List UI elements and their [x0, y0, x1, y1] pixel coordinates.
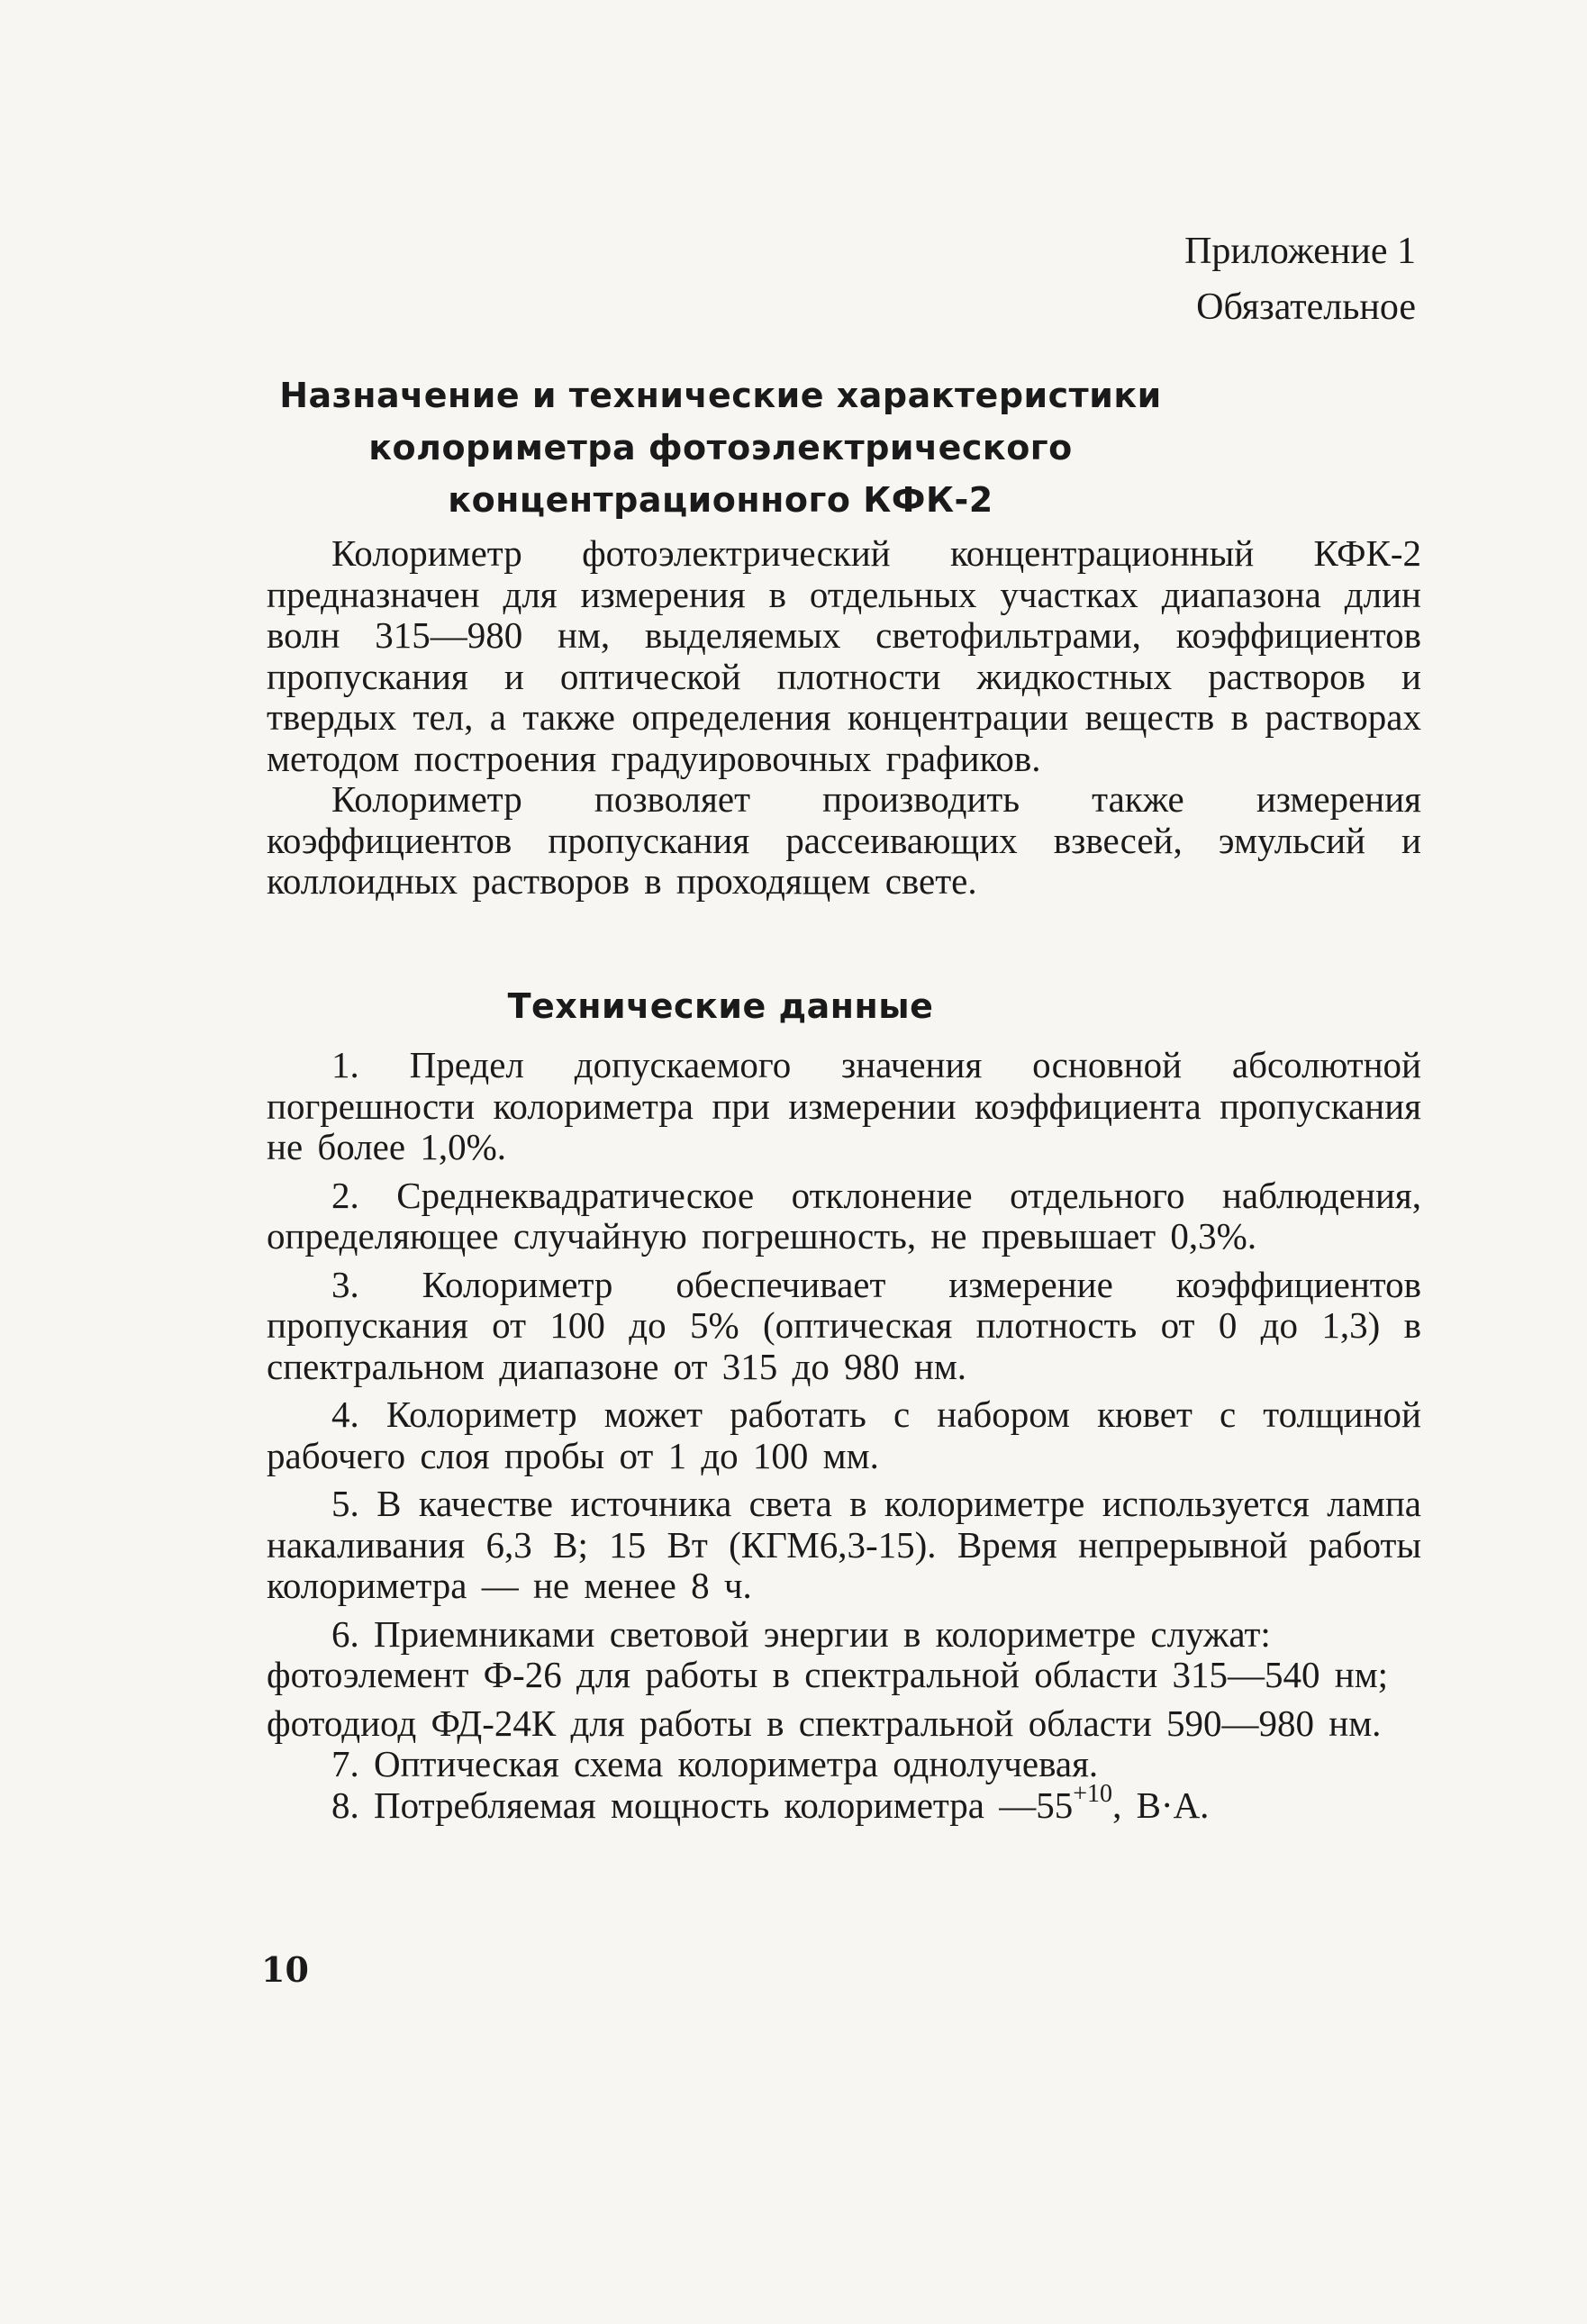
section-heading: Технические данные	[507, 986, 934, 1026]
spec-item: 1. Предел допускаемого значения основной абсолютной погрешности колориметра при измерении коэффициента пропускания не более 1,0%.	[267, 1044, 1421, 1167]
appendix-status: Обязательное	[1196, 286, 1416, 328]
title-line-1: Назначение и технические характеристики	[279, 376, 1162, 415]
spec-item-power	[267, 1779, 1421, 1831]
intro-paragraph: Колориметр позволяет производить также измерения коэффициентов пропускания рассеивающих взвесей, эмульсий и коллоидных растворов в проходящем свете.	[267, 778, 1421, 902]
page-title	[72, 369, 1369, 526]
spec-list	[267, 1045, 1421, 1830]
intro-section	[267, 533, 1421, 903]
power-text: 8. Потребляемая мощность колориметра —55	[331, 1784, 1074, 1826]
power-unit: , В·А.	[1112, 1784, 1210, 1826]
spec-item: 7. Оптическая схема колориметра однолучевая.	[331, 1743, 1099, 1784]
spec-item: фотодиод ФД-24К для работы в спектральной области 590—980 нм.	[267, 1702, 1382, 1744]
appendix-label: Приложение 1	[1184, 231, 1416, 272]
spec-item: фотоэлемент Ф-26 для работы в спектральной области 315—540 нм;	[267, 1654, 1389, 1695]
spec-item: 3. Колориметр обеспечивает измерение коэффициентов пропускания от 100 до 5% (оптическая плотность от 0 до 1,3) в спектральном диапазоне от 315 до 980 нм.	[267, 1263, 1421, 1387]
spec-item: 6. Приемниками световой энергии в колориметре служат:	[331, 1612, 1271, 1655]
page-number: 10	[261, 1949, 309, 1990]
title-line-2: колориметра фотоэлектрического	[368, 428, 1073, 468]
spec-item: 2. Среднеквадратическое отклонение отдельного наблюдения, определяющее случайную погрешность, не превышает 0,3%.	[267, 1174, 1421, 1257]
appendix-header	[1184, 223, 1416, 335]
power-tolerance: +10	[1073, 1779, 1113, 1808]
title-line-3: концентрационного КФК-2	[448, 480, 993, 520]
spec-item: 5. В качестве источника света в колориметре используется лампа накаливания 6,3 В; 15 Вт (КГМ6,3-15). Время непрерывной работы колориметра — не менее 8 ч.	[267, 1483, 1421, 1606]
intro-paragraph: Колориметр фотоэлектрический концентрационный КФК-2 предназначен для измерения в отдельных участках диапазона длин волн 315—980 нм, выделяемых светофильтрами, коэффициентов пропускания и оптической плотности жидкостных растворов и твердых тел, а также определения концентрации веществ в растворах методом построения градуировочных графиков.	[267, 532, 1421, 779]
spec-item: 4. Колориметр может работать с набором кювет с толщиной рабочего слоя пробы от 1 до 100 мм.	[267, 1393, 1421, 1476]
